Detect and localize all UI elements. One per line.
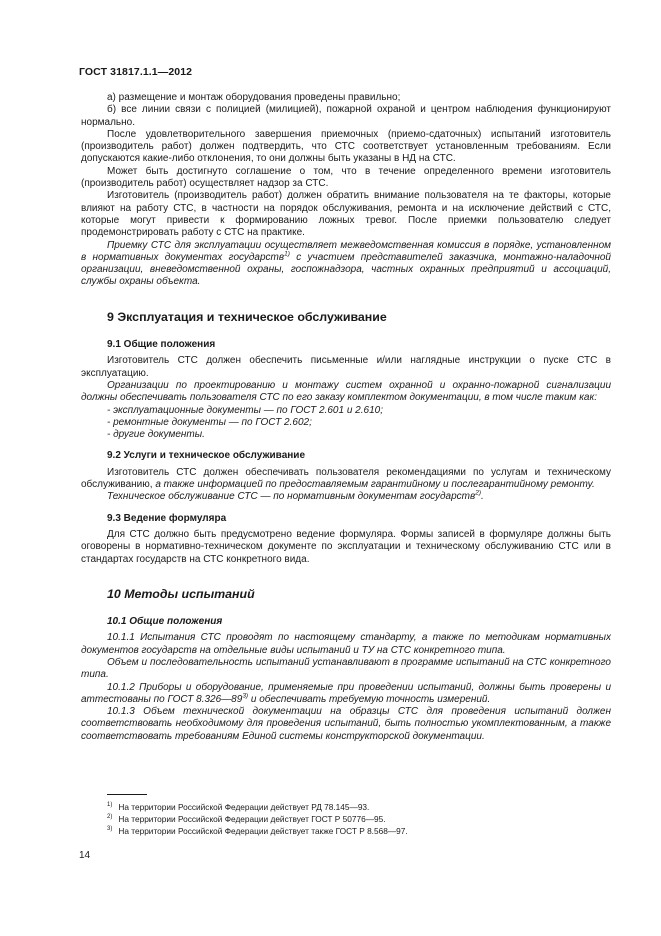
paragraph: Изготовитель СТС должен обеспечить письменные и/или наглядные инструкции о пуске СТС в эксплуатацию.: [81, 355, 611, 379]
subsection-9-3-title: 9.3 Ведение формуляра: [107, 512, 227, 524]
footnote: [107, 802, 408, 814]
paragraph: Объем и последовательность испытаний устанавливают в программе испытаний на СТС конкретного типа.: [81, 656, 611, 681]
paragraph: Организации по проектированию и монтажу систем охранной и охранно-пожарной сигнализации должны обеспечивать пользователя СТС по его заказу комплектом документации, в том числе таким как:: [81, 379, 611, 404]
text: и обеспечивать требуемую точность измерений.: [248, 693, 491, 705]
text: с участием представителей заказчика, монтажно-наладочной организации, вневедомственной охраны, госпожнадзора, частных охранных предприятий и ассоциаций, службы охраны объекта.: [81, 251, 611, 288]
list-item-a: а) размещение и монтаж оборудования проведены правильно;: [107, 92, 401, 103]
paragraph: [81, 682, 611, 707]
section-9-title: 9 Эксплуатация и техническое обслуживание: [107, 309, 387, 324]
subsection-9-1-title: 9.1 Общие положения: [107, 339, 216, 351]
footnote-mark: 3): [107, 825, 113, 832]
footnotes: [107, 802, 408, 837]
footnote-mark: 2): [107, 814, 113, 821]
text: Техническое обслуживание СТС — по нормативным документам государств: [107, 491, 476, 503]
text: а также информацией по предоставляемым гарантийному и послегарантийному ремонту.: [152, 479, 595, 491]
footnote-text: На территории Российской Федерации действует РД 78.145—93.: [118, 802, 370, 812]
list-item: - эксплуатационные документы — по ГОСТ 2.601 и 2.610;: [107, 404, 383, 416]
paragraph: 10.1.3 Объем технической документации на образцы СТС для проведения испытаний должен соответствовать необходимому для проведения испытаний, быть полностью укомплектованным, а также соответствовать требованиям Единой системы конструкторской документации.: [81, 706, 611, 742]
footnote-ref: 1): [284, 250, 290, 258]
text: Приемку СТС для эксплуатации осуществляет межведомственная комиссия в порядке, установленном в нормативных документах государств: [81, 239, 611, 263]
page-number: 14: [79, 850, 91, 861]
footnote-divider: [107, 794, 147, 795]
list-item: - другие документы.: [107, 429, 205, 441]
text: 10.1.2 Приборы и оборудование, применяемые при проведении испытаний, должны быть проверены и аттестованы по ГОСТ 8.326—89: [81, 681, 611, 705]
paragraph: [81, 491, 611, 503]
paragraph: Может быть достигнуто соглашение о том, что в течение определенного времени изготовитель (производитель работ) осуществляет надзор за СТС.: [81, 165, 611, 190]
paragraph: 10.1.1 Испытания СТС проводят по настоящему стандарту, а также по методикам нормативных документов государств на отдельные виды испытаний и ТУ на СТС конкретного типа.: [81, 632, 611, 656]
footnote-text: На территории Российской Федерации действует ГОСТ Р 50776—95.: [118, 813, 386, 824]
paragraph-acceptance: [81, 240, 611, 289]
paragraph: После удовлетворительного завершения приемочных (приемо-сдаточных) испытаний изготовитель (производитель работ) должен подтвердить, что СТС соответствует установленным требованиям. Если допускаются какие-либо отклонения, то они должны быть указаны в НД на СТС.: [81, 128, 611, 165]
footnote-mark: 1): [107, 802, 113, 809]
footnote: [107, 826, 408, 838]
footnote: [107, 814, 408, 826]
subsection-9-2-title: 9.2 Услуги и техническое обслуживание: [107, 450, 306, 462]
subsection-10-1-title: 10.1 Общие положения: [107, 616, 223, 628]
list-item: - ремонтные документы — по ГОСТ 2.602;: [107, 416, 312, 428]
document-header: ГОСТ 31817.1.1—2012: [79, 66, 193, 78]
paragraph: [81, 467, 611, 492]
footnote-ref: 3): [242, 692, 249, 700]
paragraph: Для СТС должно быть предусмотрено ведение формуляра. Формы записей в формуляре должны быть оговорены в нормативно-техническом документе по эксплуатации и техническому обслуживанию СТС или в стандартах государств на СТС конкретного вида.: [81, 528, 611, 565]
footnote-ref: 2): [475, 489, 481, 497]
document-body: [81, 92, 611, 743]
footnote-text: На территории Российской Федерации действует также ГОСТ Р 8.568—97.: [118, 825, 408, 836]
list-item-b: б) все линии связи с полицией (милицией), пожарной охраной и центром наблюдения функционируют нормально.: [81, 104, 611, 128]
section-10-title: 10 Методы испытаний: [107, 586, 255, 601]
text: Изготовитель СТС должен обеспечивать пользователя рекомендациями по услугам и техническому обслуживанию,: [81, 466, 611, 491]
text: .: [481, 491, 484, 503]
paragraph: Изготовитель (производитель работ) должен обратить внимание пользователя на те факторы, которые влияют на работу СТС, в частности на порядок обслуживания, ремонта и на исключение действий с СТС, которые могут привести к формированию ложных тревог. После приемки пользователю следует продемонстрировать работу с СТС на практике.: [81, 190, 611, 239]
